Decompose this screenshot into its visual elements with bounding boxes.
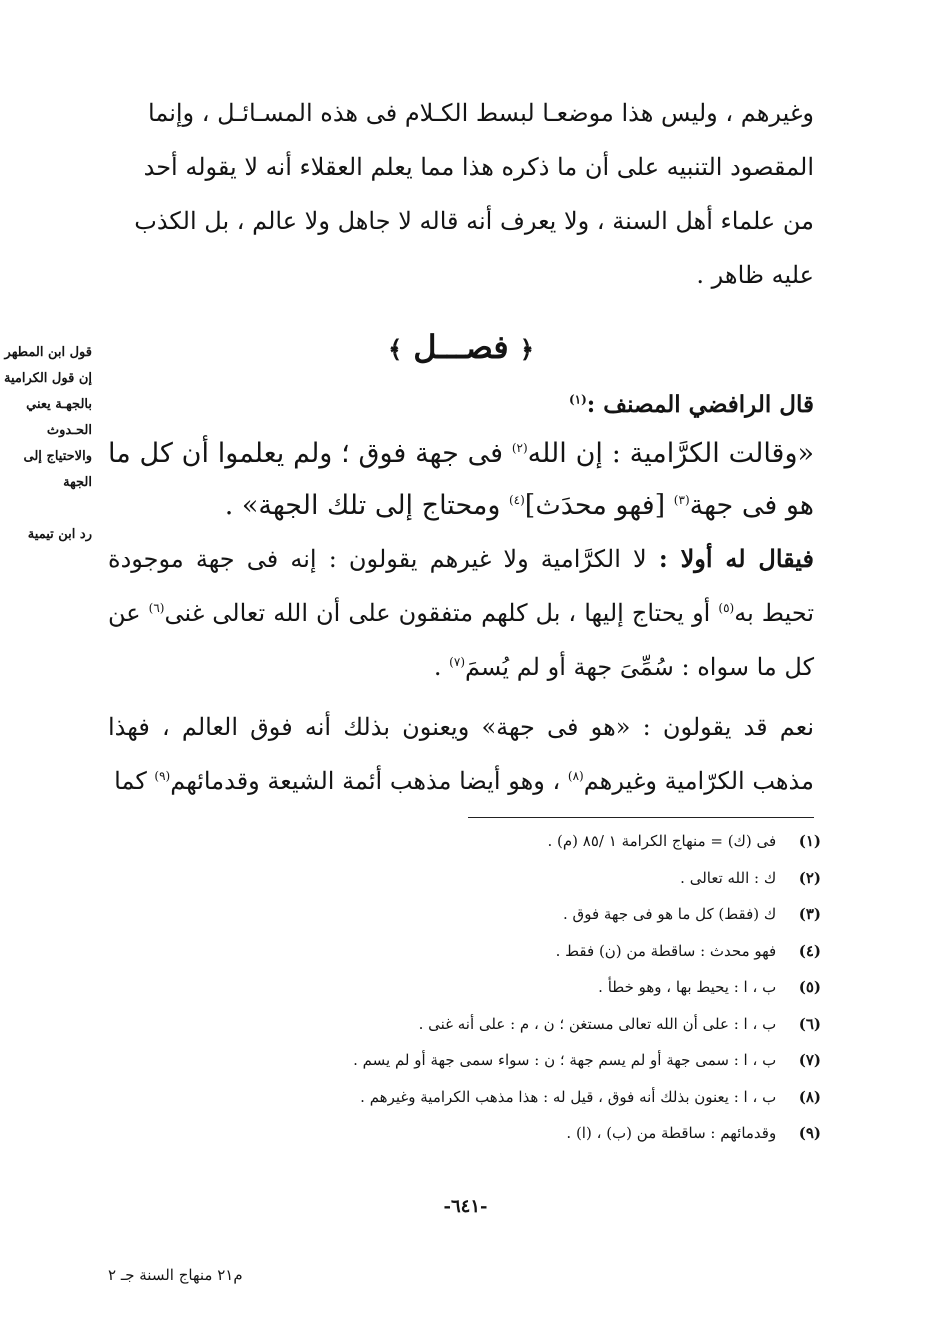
footnote-ref: (٤) xyxy=(508,493,525,507)
main-text xyxy=(108,86,814,808)
footnote-ref: (٢) xyxy=(511,441,528,455)
footnote-ref: (١) xyxy=(568,392,587,407)
footnote-number: (١) xyxy=(798,832,821,850)
footnote-text: ب ، ا : سمى جهة أو لم يسم جهة ؛ ن : سواء سمى جهة أو لم يسم . xyxy=(353,1051,777,1069)
footnote-text: ك : الله تعالى . xyxy=(680,868,777,887)
reply-paragraph xyxy=(108,532,814,694)
footnote-number: (٤) xyxy=(798,941,821,960)
footnote-number: (٥) xyxy=(798,978,821,996)
next-text: نعم قد يقولون : «هو فى جهة» ويعنون بذلك أنه فوق العالم ، فهذا مذهب الكرّامية وغيرهم xyxy=(108,713,814,795)
reply-text: عن كل ما سواه : سُمِّىَ جهة أو لم يُسمَ xyxy=(108,599,814,681)
margin-note-line: بالجهـة يعني xyxy=(26,397,92,412)
footnote-number: (٦) xyxy=(798,1014,821,1033)
footnote-number: (٣) xyxy=(798,905,821,923)
quote-paragraph xyxy=(108,428,814,532)
speaker-label: قال الرافضي المصنف : xyxy=(586,391,814,418)
margin-notes xyxy=(0,340,92,548)
margin-note-line: الجهة xyxy=(63,475,92,490)
section-heading xyxy=(108,312,814,382)
quote-text: ومحتاج إلى تلك الجهة» . xyxy=(224,490,509,521)
ornament-right: ﴿ xyxy=(519,334,534,364)
footnote-text: ب ، ا : يعنون بذلك أنه فوق ، قيل له : هذا مذهب الكرامية وغيرهم . xyxy=(360,1087,777,1106)
intro-line: المقصود التنبيه على أن ما ذكره هذا مما يعلم العقلاء أنه لا يقوله أحد xyxy=(143,153,814,181)
margin-note-line: قول ابن المطهر xyxy=(4,345,92,360)
intro-paragraph xyxy=(108,86,814,302)
footnote-number: (٢) xyxy=(798,868,821,887)
footnote xyxy=(221,860,821,897)
footnote-ref: (٧) xyxy=(449,655,465,669)
speaker-heading xyxy=(108,382,814,428)
margin-note-line: رد ابن تيمية xyxy=(27,527,92,542)
footnote-ref: (٣) xyxy=(673,493,690,507)
margin-note-line: إن قول الكرامية xyxy=(4,371,92,386)
footnote-text: فى (ك) = منهاج الكرامة ١ /٨٥ (م) . xyxy=(547,832,777,850)
next-text: ، وهو أيضا مذهب أئمة الشيعة وقدمائهم xyxy=(170,767,568,795)
reply-text: أو يحتاج إليها ، بل كلهم متفقون على أن الله تعالى غنى xyxy=(164,599,719,627)
footnote-text: وقدمائهم : ساقطة من (ب) ، (ا) . xyxy=(566,1124,777,1142)
footnote-number: (٧) xyxy=(798,1051,821,1069)
footnote-divider xyxy=(468,817,814,818)
footnote xyxy=(221,1042,821,1079)
footnote xyxy=(221,823,821,860)
footnote-text: ب ، ا : على أن الله تعالى مستغن ؛ ن ، م : على أنه غنى . xyxy=(418,1014,777,1033)
footnotes xyxy=(221,823,821,1152)
reply-text: . xyxy=(433,653,450,681)
intro-line: وغيرهم ، وليس هذا موضعـا لبسط الكـلام فى هذه المسـائـل ، وإنما xyxy=(148,99,814,127)
footnote xyxy=(221,896,821,933)
footnote-text: ك (فقط) كل ما هو فى جهة فوق . xyxy=(563,905,777,923)
next-text: كما xyxy=(114,767,155,795)
reply-text: لا الكرَّامية ولا غيرهم يقولون : إنه فى جهة موجودة تحيط به xyxy=(108,545,814,627)
quote-text: [فهو محدَث] xyxy=(524,490,674,521)
intro-line: من علماء أهل السنة ، ولا يعرف أنه قاله لا جاهل ولا عالم ، بل الكذب xyxy=(134,207,814,235)
margin-note-line: الحـدوث xyxy=(46,423,92,438)
footnote-ref: (٩) xyxy=(154,769,171,783)
footnote xyxy=(221,1115,821,1152)
footnote-ref: (٦) xyxy=(148,601,165,615)
footnote-ref: (٨) xyxy=(567,769,584,783)
section-title: فصـــل xyxy=(413,328,509,366)
footnote xyxy=(221,933,821,970)
next-paragraph xyxy=(108,700,814,808)
footnote-number: (٨) xyxy=(798,1087,821,1106)
footnote xyxy=(221,1079,821,1116)
footnote xyxy=(221,969,821,1006)
footnote-text: فهو محدث : ساقطة من (ن) فقط . xyxy=(555,941,777,960)
reply-lead: فيقال له أولا : xyxy=(658,544,815,573)
footnote xyxy=(221,1006,821,1043)
page-number: -٦٤١- xyxy=(443,1196,488,1217)
footnote-ref: (٥) xyxy=(718,601,735,615)
footnote-text: ب ، ا : يحيط بها ، وهو خطأ . xyxy=(598,978,777,996)
margin-note-line: والاحتياج إلى xyxy=(23,449,92,464)
quote-text: فى جهة فوق ؛ ولم يعلموا أن كل ما هو فى جهة xyxy=(108,438,814,521)
ornament-left: ﴾ xyxy=(388,334,403,364)
quote-text: «وقالت الكرَّامية : إن الله xyxy=(527,438,815,469)
printer-signature: م٢١ منهاج السنة جـ ٢ xyxy=(108,1266,243,1284)
footnote-number: (٩) xyxy=(798,1124,821,1142)
intro-line: عليه ظاهر . xyxy=(696,261,814,289)
